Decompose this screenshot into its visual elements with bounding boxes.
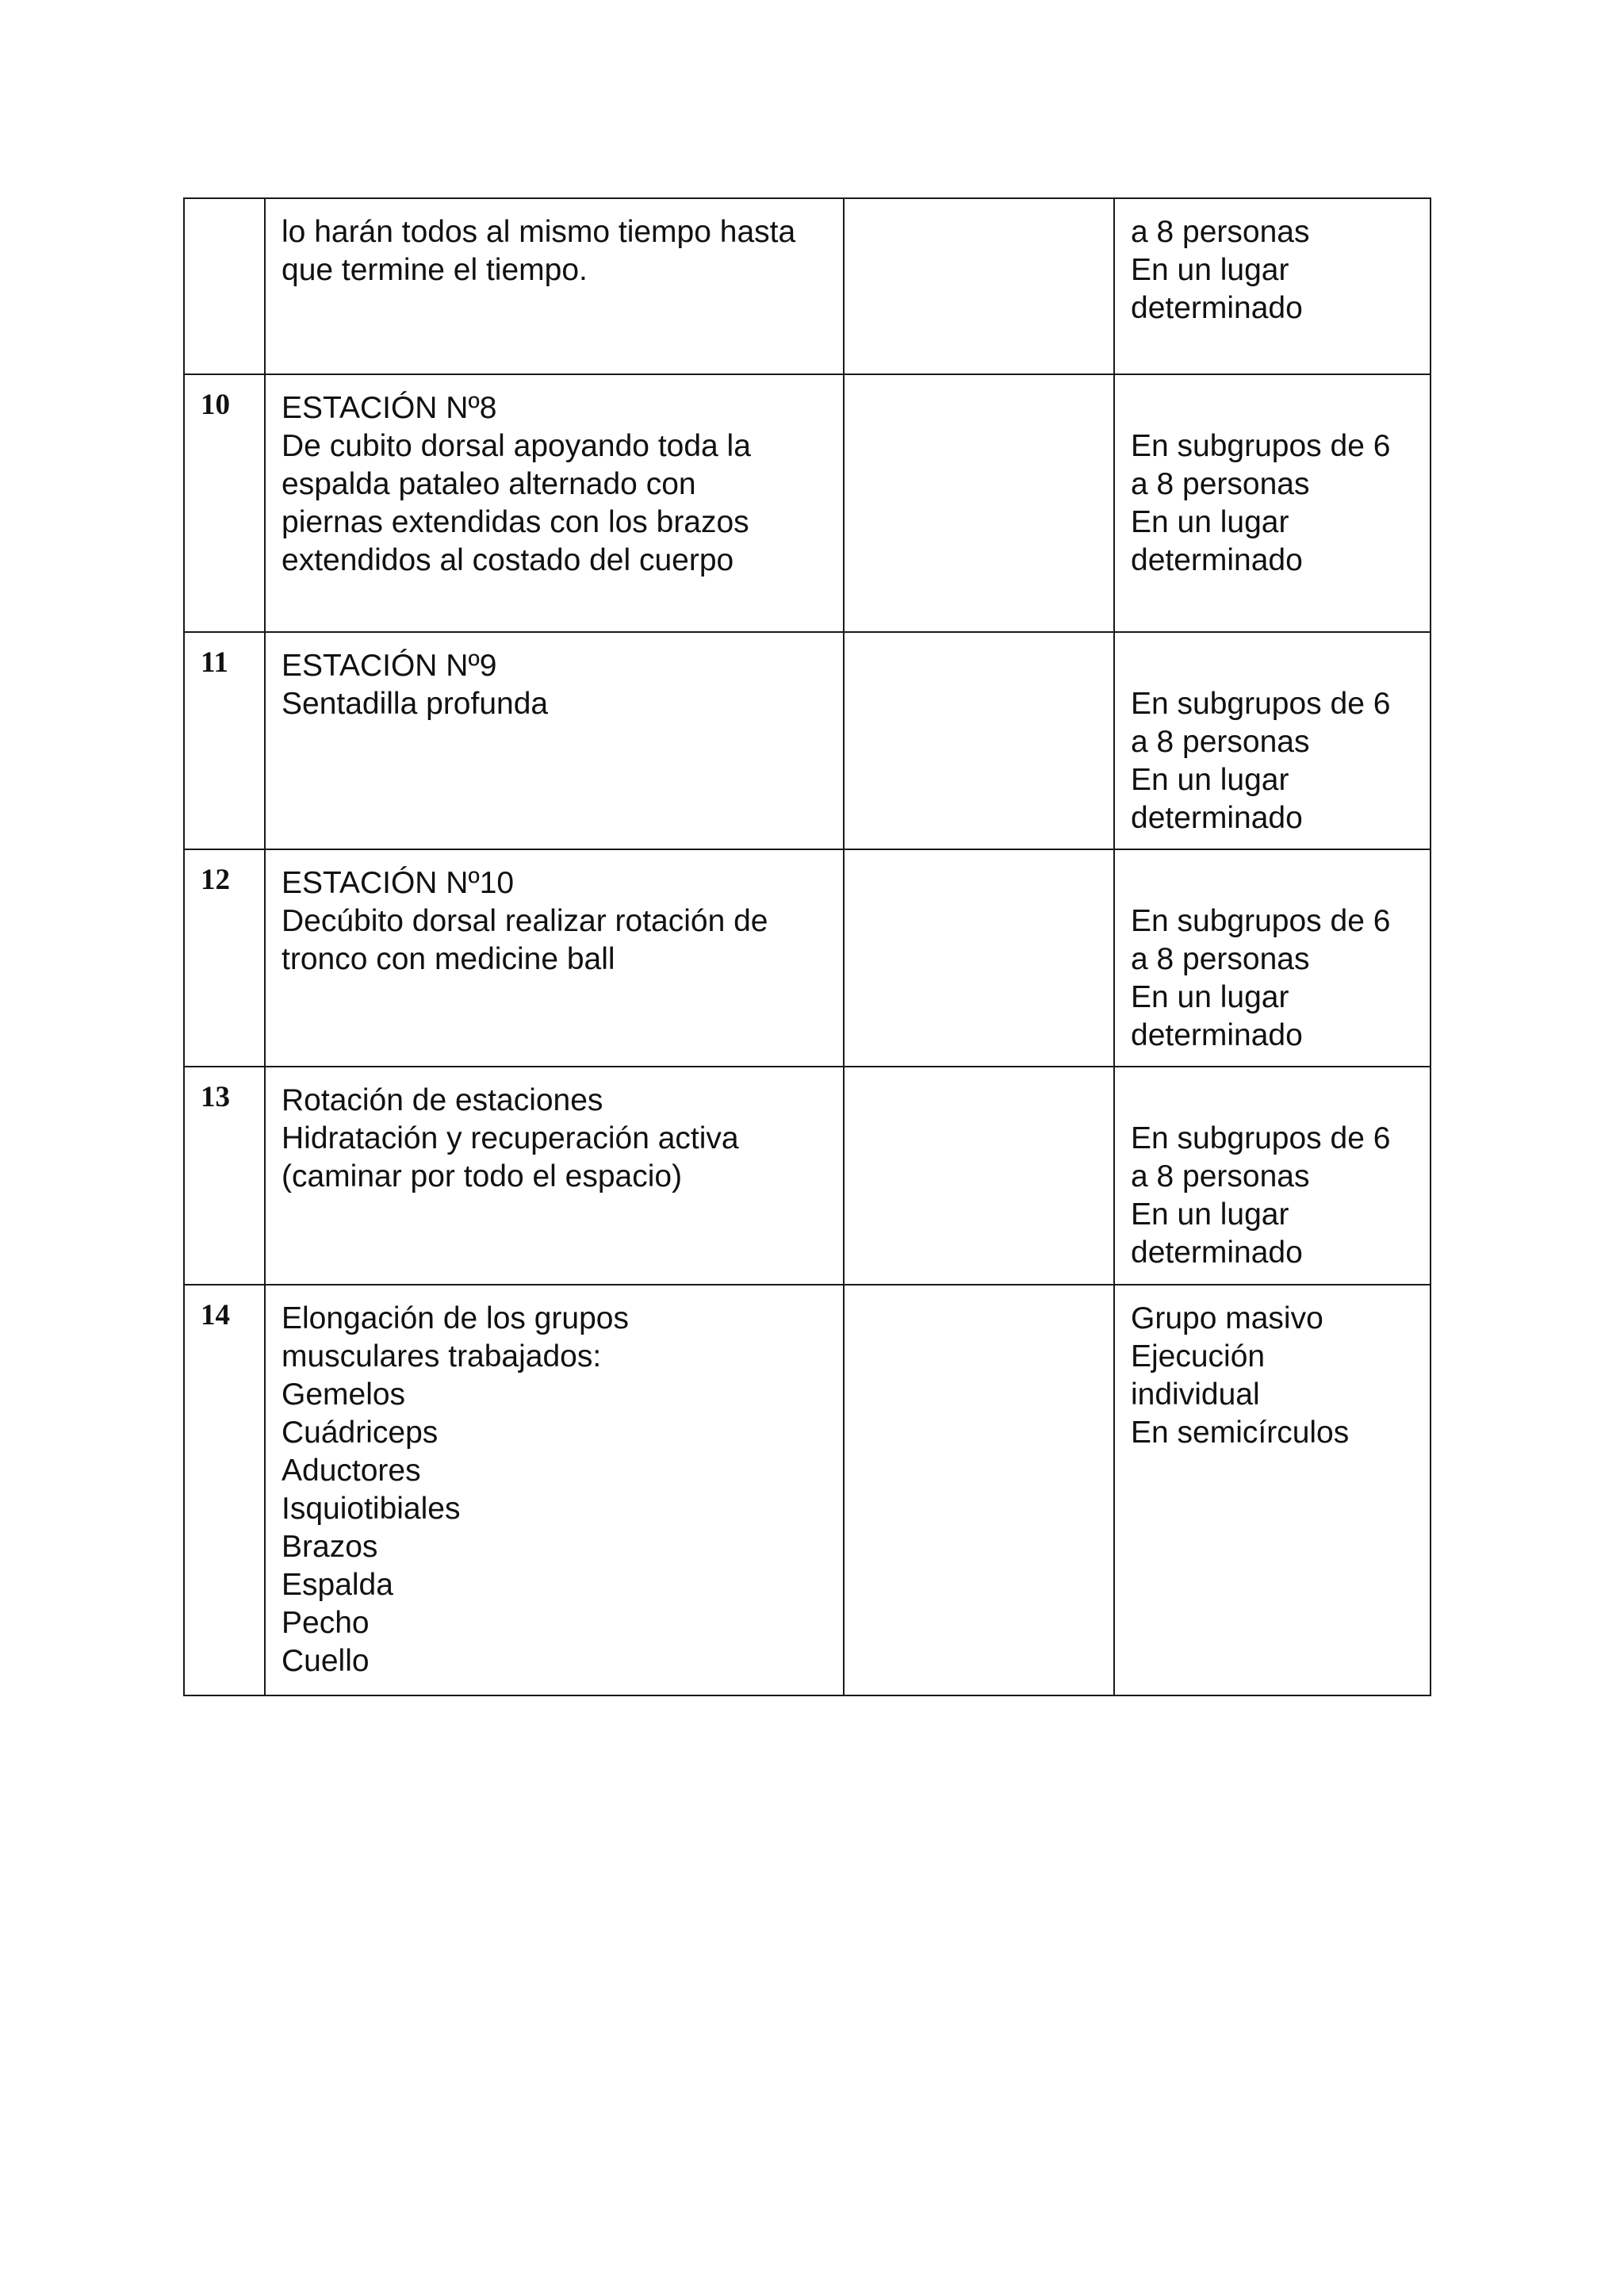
middle-text — [845, 1067, 1113, 1093]
number-cell — [184, 1285, 265, 1695]
activity-cell — [265, 849, 844, 1067]
middle-text — [845, 375, 1113, 400]
table-row — [184, 374, 1431, 632]
organization-text: a 8 personas En un lugar determinado — [1131, 215, 1310, 325]
row-number: 10 — [201, 389, 230, 421]
table-row — [184, 1285, 1431, 1695]
middle-text — [845, 850, 1113, 875]
organization-text: En subgrupos de 6 a 8 personas En un lugar determinado — [1131, 687, 1391, 835]
organization-text: En subgrupos de 6 a 8 personas En un lugar determinado — [1131, 1121, 1391, 1270]
number-cell — [184, 1067, 265, 1285]
table-row — [184, 849, 1431, 1067]
activity-text: ESTACIÓN Nº8 De cubito dorsal apoyando toda la espalda pataleo alternado con piernas extendidas con los brazos extendidos al costado del cuerpo — [282, 391, 751, 577]
activity-cell — [265, 1285, 844, 1695]
table-row — [184, 198, 1431, 374]
organization-cell — [1114, 632, 1431, 849]
empty-cell — [844, 1285, 1114, 1695]
row-number: 11 — [201, 646, 228, 679]
table-row — [184, 1067, 1431, 1285]
number-cell — [184, 849, 265, 1067]
middle-text — [845, 1285, 1113, 1311]
activity-cell — [265, 1067, 844, 1285]
organization-text: En subgrupos de 6 a 8 personas En un lugar determinado — [1131, 904, 1391, 1052]
organization-cell — [1114, 849, 1431, 1067]
empty-cell — [844, 198, 1114, 374]
activity-text: Elongación de los grupos musculares trabajados: Gemelos Cuádriceps Aductores Isquiotibiales Brazos Espalda Pecho Cuello — [282, 1301, 629, 1678]
organization-cell — [1114, 1067, 1431, 1285]
row-number: 14 — [201, 1299, 230, 1331]
empty-cell — [844, 632, 1114, 849]
number-cell — [184, 198, 265, 374]
organization-cell — [1114, 1285, 1431, 1695]
empty-cell — [844, 374, 1114, 632]
class-plan-table — [183, 197, 1431, 1696]
table-row — [184, 632, 1431, 849]
organization-text: En subgrupos de 6 a 8 personas En un lugar determinado — [1131, 429, 1391, 577]
empty-cell — [844, 1067, 1114, 1285]
row-number: 12 — [201, 864, 230, 896]
organization-cell — [1114, 198, 1431, 374]
activity-text: ESTACIÓN Nº10 Decúbito dorsal realizar rotación de tronco con medicine ball — [282, 866, 768, 976]
activity-cell — [265, 198, 844, 374]
number-cell — [184, 374, 265, 632]
activity-text: ESTACIÓN Nº9 Sentadilla profunda — [282, 649, 549, 721]
row-number: 13 — [201, 1081, 230, 1113]
organization-text: Grupo masivo Ejecución individual En semicírculos — [1131, 1301, 1350, 1450]
number-cell — [184, 632, 265, 849]
activity-cell — [265, 632, 844, 849]
organization-cell — [1114, 374, 1431, 632]
activity-cell — [265, 374, 844, 632]
middle-text — [845, 633, 1113, 658]
middle-text — [845, 199, 1113, 224]
activity-text: Rotación de estaciones Hidratación y recuperación activa (caminar por todo el espacio) — [282, 1083, 739, 1193]
empty-cell — [844, 849, 1114, 1067]
row-number — [185, 199, 264, 210]
activity-text: lo harán todos al mismo tiempo hasta que termine el tiempo. — [282, 215, 796, 287]
